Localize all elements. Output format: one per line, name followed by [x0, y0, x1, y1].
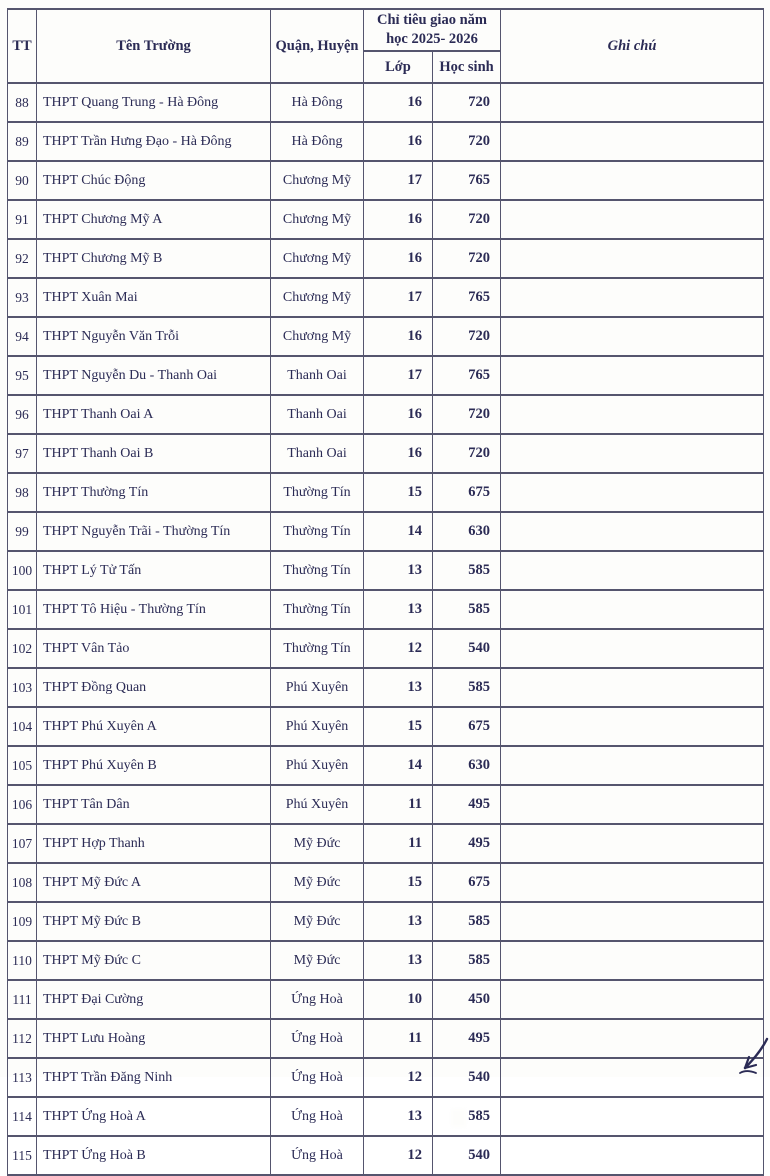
- row-number-cell: 90: [8, 161, 37, 200]
- table-row: [8, 434, 764, 473]
- notes-cell: [501, 473, 764, 512]
- school-name-cell: THPT Nguyễn Văn Trỗi: [37, 317, 271, 356]
- row-number-cell: 105: [8, 746, 37, 785]
- table-header: [8, 9, 764, 83]
- classes-count-cell: 17: [364, 356, 433, 395]
- table-row: [8, 746, 764, 785]
- school-name-cell: THPT Hợp Thanh: [37, 824, 271, 863]
- row-number-cell: 95: [8, 356, 37, 395]
- school-name-cell: THPT Ứng Hoà A: [37, 1097, 271, 1136]
- students-count-cell: 675: [433, 863, 501, 902]
- classes-count-cell: 13: [364, 551, 433, 590]
- school-name-cell: THPT Tô Hiệu - Thường Tín: [37, 590, 271, 629]
- students-count-cell: 540: [433, 1058, 501, 1097]
- school-name-cell: THPT Xuân Mai: [37, 278, 271, 317]
- notes-cell: [501, 278, 764, 317]
- students-count-cell: 720: [433, 395, 501, 434]
- table-row: [8, 707, 764, 746]
- table-row: [8, 668, 764, 707]
- table-row: [8, 629, 764, 668]
- students-count-cell: 765: [433, 278, 501, 317]
- district-cell: Ứng Hoà: [271, 1019, 364, 1058]
- header-students: Học sinh: [433, 51, 501, 83]
- students-count-cell: 720: [433, 200, 501, 239]
- row-number-cell: 99: [8, 512, 37, 551]
- students-count-cell: 720: [433, 122, 501, 161]
- district-cell: Thường Tín: [271, 512, 364, 551]
- district-cell: Chương Mỹ: [271, 239, 364, 278]
- classes-count-cell: 12: [364, 1136, 433, 1175]
- notes-cell: [501, 161, 764, 200]
- row-number-cell: 101: [8, 590, 37, 629]
- classes-count-cell: 11: [364, 785, 433, 824]
- students-count-cell: 720: [433, 239, 501, 278]
- district-cell: Phú Xuyên: [271, 707, 364, 746]
- district-cell: Phú Xuyên: [271, 785, 364, 824]
- notes-cell: [501, 707, 764, 746]
- row-number-cell: 110: [8, 941, 37, 980]
- row-number-cell: 114: [8, 1097, 37, 1136]
- school-name-cell: THPT Thanh Oai A: [37, 395, 271, 434]
- students-count-cell: 585: [433, 668, 501, 707]
- row-number-cell: 89: [8, 122, 37, 161]
- school-name-cell: THPT Đại Cường: [37, 980, 271, 1019]
- classes-count-cell: 16: [364, 434, 433, 473]
- classes-count-cell: 12: [364, 629, 433, 668]
- enrollment-quota-table: [7, 8, 764, 1176]
- notes-cell: [501, 785, 764, 824]
- students-count-cell: 540: [433, 1136, 501, 1175]
- classes-count-cell: 10: [364, 980, 433, 1019]
- students-count-cell: 675: [433, 473, 501, 512]
- table-row: [8, 1058, 764, 1097]
- district-cell: Mỹ Đức: [271, 941, 364, 980]
- notes-cell: [501, 551, 764, 590]
- school-name-cell: THPT Lý Tử Tấn: [37, 551, 271, 590]
- header-quota-group: Chỉ tiêu giao năm học 2025- 2026: [364, 9, 501, 51]
- school-name-cell: THPT Mỹ Đức C: [37, 941, 271, 980]
- notes-cell: [501, 395, 764, 434]
- district-cell: Thường Tín: [271, 590, 364, 629]
- table-row: [8, 980, 764, 1019]
- row-number-cell: 107: [8, 824, 37, 863]
- district-cell: Chương Mỹ: [271, 317, 364, 356]
- students-count-cell: 675: [433, 707, 501, 746]
- district-cell: Thường Tín: [271, 473, 364, 512]
- classes-count-cell: 14: [364, 746, 433, 785]
- district-cell: Phú Xuyên: [271, 746, 364, 785]
- table-row: [8, 200, 764, 239]
- notes-cell: [501, 863, 764, 902]
- district-cell: Ứng Hoà: [271, 980, 364, 1019]
- notes-cell: [501, 590, 764, 629]
- notes-cell: [501, 83, 764, 122]
- row-number-cell: 92: [8, 239, 37, 278]
- notes-cell: [501, 902, 764, 941]
- school-name-cell: THPT Ứng Hoà B: [37, 1136, 271, 1175]
- notes-cell: [501, 1058, 764, 1097]
- notes-cell: [501, 980, 764, 1019]
- notes-cell: [501, 317, 764, 356]
- notes-cell: [501, 824, 764, 863]
- table-row: [8, 161, 764, 200]
- classes-count-cell: 11: [364, 1019, 433, 1058]
- notes-cell: [501, 356, 764, 395]
- school-name-cell: THPT Chúc Động: [37, 161, 271, 200]
- school-name-cell: THPT Chương Mỹ A: [37, 200, 271, 239]
- notes-cell: [501, 122, 764, 161]
- students-count-cell: 630: [433, 746, 501, 785]
- students-count-cell: 585: [433, 551, 501, 590]
- row-number-cell: 98: [8, 473, 37, 512]
- scan-smudge-artifact: [451, 1109, 466, 1127]
- notes-cell: [501, 1019, 764, 1058]
- students-count-cell: 585: [433, 941, 501, 980]
- school-name-cell: THPT Trần Hưng Đạo - Hà Đông: [37, 122, 271, 161]
- table-row: [8, 590, 764, 629]
- notes-cell: [501, 941, 764, 980]
- school-name-cell: THPT Mỹ Đức B: [37, 902, 271, 941]
- notes-cell: [501, 1097, 764, 1136]
- notes-cell: [501, 629, 764, 668]
- school-name-cell: THPT Chương Mỹ B: [37, 239, 271, 278]
- row-number-cell: 94: [8, 317, 37, 356]
- table-row: [8, 902, 764, 941]
- table-row: [8, 473, 764, 512]
- row-number-cell: 97: [8, 434, 37, 473]
- school-name-cell: THPT Mỹ Đức A: [37, 863, 271, 902]
- row-number-cell: 96: [8, 395, 37, 434]
- classes-count-cell: 16: [364, 122, 433, 161]
- students-count-cell: 585: [433, 902, 501, 941]
- district-cell: Hà Đông: [271, 83, 364, 122]
- table-row: [8, 239, 764, 278]
- classes-count-cell: 16: [364, 317, 433, 356]
- students-count-cell: 495: [433, 1019, 501, 1058]
- school-name-cell: THPT Phú Xuyên A: [37, 707, 271, 746]
- notes-cell: [501, 434, 764, 473]
- school-name-cell: THPT Trần Đăng Ninh: [37, 1058, 271, 1097]
- pen-flourish-mark: [736, 1037, 770, 1077]
- school-name-cell: THPT Nguyễn Trãi - Thường Tín: [37, 512, 271, 551]
- table-row: [8, 1019, 764, 1058]
- classes-count-cell: 15: [364, 863, 433, 902]
- classes-count-cell: 13: [364, 902, 433, 941]
- row-number-cell: 88: [8, 83, 37, 122]
- district-cell: Mỹ Đức: [271, 824, 364, 863]
- school-name-cell: THPT Thanh Oai B: [37, 434, 271, 473]
- notes-cell: [501, 668, 764, 707]
- table-row: [8, 1097, 764, 1136]
- school-name-cell: THPT Phú Xuyên B: [37, 746, 271, 785]
- classes-count-cell: 11: [364, 824, 433, 863]
- row-number-cell: 112: [8, 1019, 37, 1058]
- table-row: [8, 941, 764, 980]
- district-cell: Hà Đông: [271, 122, 364, 161]
- notes-cell: [501, 239, 764, 278]
- row-number-cell: 93: [8, 278, 37, 317]
- header-tt: TT: [8, 9, 37, 83]
- row-number-cell: 108: [8, 863, 37, 902]
- school-name-cell: THPT Vân Tảo: [37, 629, 271, 668]
- classes-count-cell: 15: [364, 707, 433, 746]
- row-number-cell: 106: [8, 785, 37, 824]
- table-row: [8, 122, 764, 161]
- table-body: [8, 83, 764, 1175]
- students-count-cell: 720: [433, 83, 501, 122]
- row-number-cell: 111: [8, 980, 37, 1019]
- classes-count-cell: 14: [364, 512, 433, 551]
- notes-cell: [501, 512, 764, 551]
- students-count-cell: 720: [433, 434, 501, 473]
- school-name-cell: THPT Quang Trung - Hà Đông: [37, 83, 271, 122]
- table-row: [8, 863, 764, 902]
- district-cell: Ứng Hoà: [271, 1058, 364, 1097]
- district-cell: Thường Tín: [271, 629, 364, 668]
- students-count-cell: 630: [433, 512, 501, 551]
- students-count-cell: 450: [433, 980, 501, 1019]
- table-row: [8, 1136, 764, 1175]
- district-cell: Thanh Oai: [271, 434, 364, 473]
- classes-count-cell: 16: [364, 239, 433, 278]
- classes-count-cell: 17: [364, 161, 433, 200]
- classes-count-cell: 15: [364, 473, 433, 512]
- classes-count-cell: 16: [364, 395, 433, 434]
- school-name-cell: THPT Tân Dân: [37, 785, 271, 824]
- header-school-name: Tên Trường: [37, 9, 271, 83]
- district-cell: Chương Mỹ: [271, 200, 364, 239]
- table-row: [8, 278, 764, 317]
- students-count-cell: 585: [433, 590, 501, 629]
- table-row: [8, 395, 764, 434]
- classes-count-cell: 13: [364, 941, 433, 980]
- row-number-cell: 104: [8, 707, 37, 746]
- district-cell: Phú Xuyên: [271, 668, 364, 707]
- row-number-cell: 109: [8, 902, 37, 941]
- table-row: [8, 785, 764, 824]
- students-count-cell: 720: [433, 317, 501, 356]
- classes-count-cell: 13: [364, 1097, 433, 1136]
- district-cell: Thanh Oai: [271, 395, 364, 434]
- notes-cell: [501, 746, 764, 785]
- header-classes: Lớp: [364, 51, 433, 83]
- school-name-cell: THPT Đồng Quan: [37, 668, 271, 707]
- row-number-cell: 102: [8, 629, 37, 668]
- school-name-cell: THPT Thường Tín: [37, 473, 271, 512]
- notes-cell: [501, 200, 764, 239]
- table-row: [8, 551, 764, 590]
- school-name-cell: THPT Nguyễn Du - Thanh Oai: [37, 356, 271, 395]
- table-row: [8, 317, 764, 356]
- classes-count-cell: 16: [364, 200, 433, 239]
- row-number-cell: 91: [8, 200, 37, 239]
- classes-count-cell: 12: [364, 1058, 433, 1097]
- row-number-cell: 103: [8, 668, 37, 707]
- row-number-cell: 113: [8, 1058, 37, 1097]
- classes-count-cell: 17: [364, 278, 433, 317]
- notes-cell: [501, 1136, 764, 1175]
- students-count-cell: 495: [433, 824, 501, 863]
- students-count-cell: 540: [433, 629, 501, 668]
- table-row: [8, 512, 764, 551]
- district-cell: Mỹ Đức: [271, 902, 364, 941]
- district-cell: Thường Tín: [271, 551, 364, 590]
- district-cell: Ứng Hoà: [271, 1097, 364, 1136]
- district-cell: Chương Mỹ: [271, 278, 364, 317]
- students-count-cell: 585: [433, 1097, 501, 1136]
- header-notes: Ghi chú: [501, 9, 764, 83]
- table-row: [8, 356, 764, 395]
- header-district: Quận, Huyện: [271, 9, 364, 83]
- classes-count-cell: 13: [364, 590, 433, 629]
- classes-count-cell: 16: [364, 83, 433, 122]
- table-row: [8, 83, 764, 122]
- district-cell: Chương Mỹ: [271, 161, 364, 200]
- district-cell: Ứng Hoà: [271, 1136, 364, 1175]
- students-count-cell: 765: [433, 356, 501, 395]
- district-cell: Thanh Oai: [271, 356, 364, 395]
- students-count-cell: 495: [433, 785, 501, 824]
- students-count-cell: 765: [433, 161, 501, 200]
- row-number-cell: 115: [8, 1136, 37, 1175]
- district-cell: Mỹ Đức: [271, 863, 364, 902]
- school-name-cell: THPT Lưu Hoàng: [37, 1019, 271, 1058]
- classes-count-cell: 13: [364, 668, 433, 707]
- row-number-cell: 100: [8, 551, 37, 590]
- table-row: [8, 824, 764, 863]
